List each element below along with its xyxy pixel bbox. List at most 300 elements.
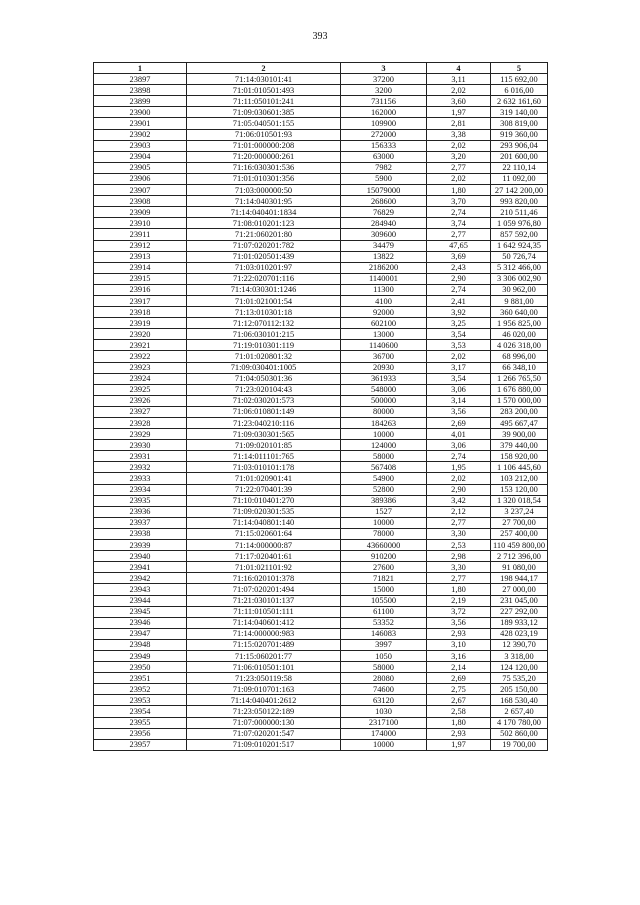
area-cell: 74600 bbox=[341, 684, 427, 695]
value-cell: 319 140,00 bbox=[491, 107, 548, 118]
table-row bbox=[94, 662, 548, 673]
table-row bbox=[94, 273, 548, 284]
cadastral-number-cell: 71:09:030601:385 bbox=[187, 107, 341, 118]
table-row bbox=[94, 196, 548, 207]
area-cell: 92000 bbox=[341, 307, 427, 318]
row-number-cell: 23902 bbox=[94, 129, 187, 140]
rate-cell: 3,06 bbox=[427, 384, 491, 395]
row-number-cell: 23926 bbox=[94, 395, 187, 406]
table-row bbox=[94, 262, 548, 273]
area-cell: 5900 bbox=[341, 173, 427, 184]
column-header-4: 4 bbox=[427, 63, 491, 74]
cadastral-number-cell: 71:12:070112:132 bbox=[187, 318, 341, 329]
rate-cell: 3,16 bbox=[427, 650, 491, 661]
area-cell: 20930 bbox=[341, 362, 427, 373]
rate-cell: 2,75 bbox=[427, 684, 491, 695]
rate-cell: 3,25 bbox=[427, 318, 491, 329]
area-cell: 61100 bbox=[341, 606, 427, 617]
rate-cell: 2,58 bbox=[427, 706, 491, 717]
cadastral-number-cell: 71:16:020101:378 bbox=[187, 573, 341, 584]
cadastral-number-cell: 71:23:020104:43 bbox=[187, 384, 341, 395]
row-number-cell: 23931 bbox=[94, 451, 187, 462]
rate-cell: 3,74 bbox=[427, 218, 491, 229]
rate-cell: 2,67 bbox=[427, 695, 491, 706]
row-number-cell: 23949 bbox=[94, 650, 187, 661]
table-row bbox=[94, 151, 548, 162]
rate-cell: 3,54 bbox=[427, 373, 491, 384]
cadastral-number-cell: 71:09:030401:1005 bbox=[187, 362, 341, 373]
cadastral-number-cell: 71:14:000000:983 bbox=[187, 628, 341, 639]
area-cell: 10000 bbox=[341, 517, 427, 528]
area-cell: 174000 bbox=[341, 728, 427, 739]
area-cell: 361933 bbox=[341, 373, 427, 384]
table-row bbox=[94, 373, 548, 384]
value-cell: 210 511,46 bbox=[491, 207, 548, 218]
value-cell: 205 150,00 bbox=[491, 684, 548, 695]
table-row bbox=[94, 240, 548, 251]
cadastral-number-cell: 71:15:060201:77 bbox=[187, 650, 341, 661]
value-cell: 22 110,14 bbox=[491, 162, 548, 173]
table-row bbox=[94, 295, 548, 306]
area-cell: 54900 bbox=[341, 473, 427, 484]
area-cell: 567408 bbox=[341, 462, 427, 473]
table-row bbox=[94, 362, 548, 373]
value-cell: 27 000,00 bbox=[491, 584, 548, 595]
row-number-cell: 23901 bbox=[94, 118, 187, 129]
cadastral-number-cell: 71:14:040801:140 bbox=[187, 517, 341, 528]
table-row bbox=[94, 406, 548, 417]
area-cell: 2317100 bbox=[341, 717, 427, 728]
value-cell: 9 881,00 bbox=[491, 295, 548, 306]
cadastral-number-cell: 71:14:030101:41 bbox=[187, 74, 341, 85]
cadastral-number-cell: 71:20:000000:261 bbox=[187, 151, 341, 162]
value-cell: 27 142 200,00 bbox=[491, 185, 548, 196]
rate-cell: 1,80 bbox=[427, 185, 491, 196]
area-cell: 27600 bbox=[341, 562, 427, 573]
row-number-cell: 23935 bbox=[94, 495, 187, 506]
value-cell: 379 440,00 bbox=[491, 440, 548, 451]
rate-cell: 2,41 bbox=[427, 295, 491, 306]
table-row bbox=[94, 107, 548, 118]
cadastral-number-cell: 71:01:010301:356 bbox=[187, 173, 341, 184]
cadastral-number-cell: 71:14:040301:95 bbox=[187, 196, 341, 207]
cadastral-number-cell: 71:01:020801:32 bbox=[187, 351, 341, 362]
value-cell: 201 600,00 bbox=[491, 151, 548, 162]
row-number-cell: 23937 bbox=[94, 517, 187, 528]
value-cell: 257 400,00 bbox=[491, 528, 548, 539]
cadastral-number-cell: 71:09:010201:517 bbox=[187, 739, 341, 750]
value-cell: 857 592,00 bbox=[491, 229, 548, 240]
row-number-cell: 23950 bbox=[94, 662, 187, 673]
cadastral-number-cell: 71:06:030101:215 bbox=[187, 329, 341, 340]
row-number-cell: 23938 bbox=[94, 528, 187, 539]
rate-cell: 4,01 bbox=[427, 429, 491, 440]
row-number-cell: 23922 bbox=[94, 351, 187, 362]
table-row bbox=[94, 395, 548, 406]
table-row bbox=[94, 473, 548, 484]
value-cell: 231 045,00 bbox=[491, 595, 548, 606]
column-header-2: 2 bbox=[187, 63, 341, 74]
area-cell: 109900 bbox=[341, 118, 427, 129]
table-row bbox=[94, 673, 548, 684]
row-number-cell: 23903 bbox=[94, 140, 187, 151]
table-row bbox=[94, 606, 548, 617]
area-cell: 15079000 bbox=[341, 185, 427, 196]
area-cell: 34479 bbox=[341, 240, 427, 251]
area-cell: 52800 bbox=[341, 484, 427, 495]
cadastral-number-cell: 71:09:010701:163 bbox=[187, 684, 341, 695]
rate-cell: 2,43 bbox=[427, 262, 491, 273]
table-row bbox=[94, 506, 548, 517]
value-cell: 50 726,74 bbox=[491, 251, 548, 262]
rate-cell: 3,54 bbox=[427, 329, 491, 340]
table-row bbox=[94, 484, 548, 495]
table-row bbox=[94, 162, 548, 173]
row-number-cell: 23948 bbox=[94, 639, 187, 650]
rate-cell: 3,06 bbox=[427, 440, 491, 451]
value-cell: 46 020,00 bbox=[491, 329, 548, 340]
rate-cell: 3,30 bbox=[427, 528, 491, 539]
cadastral-number-cell: 71:19:010301:119 bbox=[187, 340, 341, 351]
area-cell: 910200 bbox=[341, 551, 427, 562]
value-cell: 495 667,47 bbox=[491, 418, 548, 429]
area-cell: 3997 bbox=[341, 639, 427, 650]
rate-cell: 3,38 bbox=[427, 129, 491, 140]
row-number-cell: 23925 bbox=[94, 384, 187, 395]
rate-cell: 1,97 bbox=[427, 107, 491, 118]
cadastral-number-cell: 71:09:030301:565 bbox=[187, 429, 341, 440]
area-cell: 78000 bbox=[341, 528, 427, 539]
table-row bbox=[94, 639, 548, 650]
value-cell: 283 200,00 bbox=[491, 406, 548, 417]
column-header-1: 1 bbox=[94, 63, 187, 74]
row-number-cell: 23927 bbox=[94, 406, 187, 417]
value-cell: 124 120,00 bbox=[491, 662, 548, 673]
table-row bbox=[94, 650, 548, 661]
table-row bbox=[94, 340, 548, 351]
row-number-cell: 23945 bbox=[94, 606, 187, 617]
value-cell: 1 956 825,00 bbox=[491, 318, 548, 329]
value-cell: 4 170 780,00 bbox=[491, 717, 548, 728]
rate-cell: 3,56 bbox=[427, 617, 491, 628]
value-cell: 110 459 800,00 bbox=[491, 540, 548, 551]
table-row bbox=[94, 418, 548, 429]
row-number-cell: 23917 bbox=[94, 295, 187, 306]
rate-cell: 2,90 bbox=[427, 484, 491, 495]
area-cell: 58000 bbox=[341, 451, 427, 462]
rate-cell: 3,72 bbox=[427, 606, 491, 617]
rate-cell: 2,69 bbox=[427, 673, 491, 684]
table-row bbox=[94, 429, 548, 440]
area-cell: 105500 bbox=[341, 595, 427, 606]
row-number-cell: 23934 bbox=[94, 484, 187, 495]
area-cell: 1527 bbox=[341, 506, 427, 517]
row-number-cell: 23940 bbox=[94, 551, 187, 562]
area-cell: 43660000 bbox=[341, 540, 427, 551]
value-cell: 919 360,00 bbox=[491, 129, 548, 140]
row-number-cell: 23957 bbox=[94, 739, 187, 750]
value-cell: 1 642 924,35 bbox=[491, 240, 548, 251]
row-number-cell: 23912 bbox=[94, 240, 187, 251]
column-header-5: 5 bbox=[491, 63, 548, 74]
row-number-cell: 23954 bbox=[94, 706, 187, 717]
row-number-cell: 23943 bbox=[94, 584, 187, 595]
cadastral-number-cell: 71:07:020201:782 bbox=[187, 240, 341, 251]
table-row bbox=[94, 207, 548, 218]
value-cell: 30 962,00 bbox=[491, 284, 548, 295]
table-row bbox=[94, 173, 548, 184]
table-row bbox=[94, 495, 548, 506]
cadastral-number-cell: 71:22:070401:39 bbox=[187, 484, 341, 495]
value-cell: 5 312 466,00 bbox=[491, 262, 548, 273]
table-row bbox=[94, 229, 548, 240]
table-row bbox=[94, 451, 548, 462]
table-row bbox=[94, 251, 548, 262]
row-number-cell: 23923 bbox=[94, 362, 187, 373]
row-number-cell: 23914 bbox=[94, 262, 187, 273]
table-row bbox=[94, 307, 548, 318]
row-number-cell: 23900 bbox=[94, 107, 187, 118]
area-cell: 13822 bbox=[341, 251, 427, 262]
table-row bbox=[94, 118, 548, 129]
rate-cell: 2,19 bbox=[427, 595, 491, 606]
rate-cell: 2,90 bbox=[427, 273, 491, 284]
area-cell: 184263 bbox=[341, 418, 427, 429]
row-number-cell: 23939 bbox=[94, 540, 187, 551]
cadastral-number-cell: 71:03:010101:178 bbox=[187, 462, 341, 473]
table-row bbox=[94, 617, 548, 628]
value-cell: 6 016,00 bbox=[491, 85, 548, 96]
rate-cell: 2,74 bbox=[427, 284, 491, 295]
area-cell: 63120 bbox=[341, 695, 427, 706]
value-cell: 39 900,00 bbox=[491, 429, 548, 440]
table-row bbox=[94, 540, 548, 551]
cadastral-number-cell: 71:21:060201:80 bbox=[187, 229, 341, 240]
row-number-cell: 23930 bbox=[94, 440, 187, 451]
cadastral-number-cell: 71:06:010501:101 bbox=[187, 662, 341, 673]
row-number-cell: 23910 bbox=[94, 218, 187, 229]
area-cell: 162000 bbox=[341, 107, 427, 118]
row-number-cell: 23951 bbox=[94, 673, 187, 684]
rate-cell: 47,65 bbox=[427, 240, 491, 251]
area-cell: 156333 bbox=[341, 140, 427, 151]
row-number-cell: 23905 bbox=[94, 162, 187, 173]
rate-cell: 2,12 bbox=[427, 506, 491, 517]
table-row bbox=[94, 684, 548, 695]
row-number-cell: 23919 bbox=[94, 318, 187, 329]
cadastral-number-cell: 71:07:020201:547 bbox=[187, 728, 341, 739]
rate-cell: 3,53 bbox=[427, 340, 491, 351]
table-row bbox=[94, 517, 548, 528]
row-number-cell: 23944 bbox=[94, 595, 187, 606]
area-cell: 731156 bbox=[341, 96, 427, 107]
cadastral-number-cell: 71:02:030201:573 bbox=[187, 395, 341, 406]
row-number-cell: 23946 bbox=[94, 617, 187, 628]
rate-cell: 3,20 bbox=[427, 151, 491, 162]
rate-cell: 2,02 bbox=[427, 173, 491, 184]
row-number-cell: 23956 bbox=[94, 728, 187, 739]
table-row bbox=[94, 628, 548, 639]
cadastral-number-cell: 71:15:020701:489 bbox=[187, 639, 341, 650]
cadastral-number-cell: 71:01:020501:439 bbox=[187, 251, 341, 262]
value-cell: 3 306 002,90 bbox=[491, 273, 548, 284]
area-cell: 58000 bbox=[341, 662, 427, 673]
area-cell: 146083 bbox=[341, 628, 427, 639]
cadastral-number-cell: 71:16:030301:536 bbox=[187, 162, 341, 173]
area-cell: 4100 bbox=[341, 295, 427, 306]
area-cell: 2186200 bbox=[341, 262, 427, 273]
rate-cell: 3,14 bbox=[427, 395, 491, 406]
rate-cell: 2,02 bbox=[427, 473, 491, 484]
row-number-cell: 23907 bbox=[94, 185, 187, 196]
table-body bbox=[94, 74, 548, 751]
table-header-row bbox=[94, 63, 548, 74]
row-number-cell: 23898 bbox=[94, 85, 187, 96]
table-row bbox=[94, 551, 548, 562]
cadastral-number-cell: 71:08:010201:123 bbox=[187, 218, 341, 229]
table-row bbox=[94, 462, 548, 473]
cadastral-number-cell: 71:14:011101:765 bbox=[187, 451, 341, 462]
area-cell: 80000 bbox=[341, 406, 427, 417]
row-number-cell: 23915 bbox=[94, 273, 187, 284]
value-cell: 68 996,00 bbox=[491, 351, 548, 362]
value-cell: 1 059 976,80 bbox=[491, 218, 548, 229]
area-cell: 389386 bbox=[341, 495, 427, 506]
value-cell: 360 640,00 bbox=[491, 307, 548, 318]
cadastral-number-cell: 71:14:040601:412 bbox=[187, 617, 341, 628]
value-cell: 11 092,00 bbox=[491, 173, 548, 184]
value-cell: 2 712 396,00 bbox=[491, 551, 548, 562]
area-cell: 53352 bbox=[341, 617, 427, 628]
table-row bbox=[94, 739, 548, 750]
row-number-cell: 23904 bbox=[94, 151, 187, 162]
cadastral-number-cell: 71:14:040401:1834 bbox=[187, 207, 341, 218]
table-row bbox=[94, 706, 548, 717]
area-cell: 63000 bbox=[341, 151, 427, 162]
cadastral-number-cell: 71:22:020701:116 bbox=[187, 273, 341, 284]
row-number-cell: 23936 bbox=[94, 506, 187, 517]
cadastral-number-cell: 71:14:040401:2612 bbox=[187, 695, 341, 706]
rate-cell: 2,77 bbox=[427, 573, 491, 584]
row-number-cell: 23911 bbox=[94, 229, 187, 240]
table-row bbox=[94, 140, 548, 151]
value-cell: 1 676 880,00 bbox=[491, 384, 548, 395]
value-cell: 3 318,00 bbox=[491, 650, 548, 661]
value-cell: 1 570 000,00 bbox=[491, 395, 548, 406]
table-row bbox=[94, 85, 548, 96]
row-number-cell: 23906 bbox=[94, 173, 187, 184]
value-cell: 198 944,17 bbox=[491, 573, 548, 584]
cadastral-number-cell: 71:07:020201:494 bbox=[187, 584, 341, 595]
area-cell: 1140001 bbox=[341, 273, 427, 284]
area-cell: 11300 bbox=[341, 284, 427, 295]
table-row bbox=[94, 284, 548, 295]
rate-cell: 2,69 bbox=[427, 418, 491, 429]
value-cell: 153 120,00 bbox=[491, 484, 548, 495]
row-number-cell: 23933 bbox=[94, 473, 187, 484]
table-row bbox=[94, 129, 548, 140]
area-cell: 7982 bbox=[341, 162, 427, 173]
rate-cell: 2,02 bbox=[427, 351, 491, 362]
value-cell: 227 292,00 bbox=[491, 606, 548, 617]
table-row bbox=[94, 351, 548, 362]
row-number-cell: 23899 bbox=[94, 96, 187, 107]
rate-cell: 3,42 bbox=[427, 495, 491, 506]
cadastral-number-cell: 71:13:010301:18 bbox=[187, 307, 341, 318]
rate-cell: 3,17 bbox=[427, 362, 491, 373]
row-number-cell: 23897 bbox=[94, 74, 187, 85]
row-number-cell: 23924 bbox=[94, 373, 187, 384]
table-row bbox=[94, 74, 548, 85]
rate-cell: 3,60 bbox=[427, 96, 491, 107]
area-cell: 37200 bbox=[341, 74, 427, 85]
table-row bbox=[94, 96, 548, 107]
row-number-cell: 23909 bbox=[94, 207, 187, 218]
value-cell: 293 906,04 bbox=[491, 140, 548, 151]
value-cell: 2 657,40 bbox=[491, 706, 548, 717]
cadastral-number-cell: 71:23:050122:189 bbox=[187, 706, 341, 717]
row-number-cell: 23955 bbox=[94, 717, 187, 728]
cadastral-number-cell: 71:06:010501:93 bbox=[187, 129, 341, 140]
area-cell: 76829 bbox=[341, 207, 427, 218]
row-number-cell: 23941 bbox=[94, 562, 187, 573]
cadastral-number-cell: 71:23:050119:58 bbox=[187, 673, 341, 684]
value-cell: 1 266 765,50 bbox=[491, 373, 548, 384]
cadastral-number-cell: 71:21:030101:137 bbox=[187, 595, 341, 606]
cadastral-number-cell: 71:01:021001:54 bbox=[187, 295, 341, 306]
value-cell: 12 390,70 bbox=[491, 639, 548, 650]
rate-cell: 2,81 bbox=[427, 118, 491, 129]
value-cell: 91 080,00 bbox=[491, 562, 548, 573]
area-cell: 124000 bbox=[341, 440, 427, 451]
rate-cell: 2,93 bbox=[427, 728, 491, 739]
rate-cell: 2,74 bbox=[427, 451, 491, 462]
value-cell: 502 860,00 bbox=[491, 728, 548, 739]
rate-cell: 1,95 bbox=[427, 462, 491, 473]
rate-cell: 3,92 bbox=[427, 307, 491, 318]
rate-cell: 1,80 bbox=[427, 717, 491, 728]
table-row bbox=[94, 728, 548, 739]
data-table bbox=[93, 62, 548, 751]
area-cell: 602100 bbox=[341, 318, 427, 329]
table-row bbox=[94, 717, 548, 728]
cadastral-number-cell: 71:01:000000:208 bbox=[187, 140, 341, 151]
row-number-cell: 23913 bbox=[94, 251, 187, 262]
rate-cell: 1,97 bbox=[427, 739, 491, 750]
table-row bbox=[94, 562, 548, 573]
value-cell: 4 026 318,00 bbox=[491, 340, 548, 351]
value-cell: 993 820,00 bbox=[491, 196, 548, 207]
column-header-3: 3 bbox=[341, 63, 427, 74]
rate-cell: 2,02 bbox=[427, 140, 491, 151]
rate-cell: 2,53 bbox=[427, 540, 491, 551]
value-cell: 308 819,00 bbox=[491, 118, 548, 129]
area-cell: 1050 bbox=[341, 650, 427, 661]
page-number: 393 bbox=[312, 31, 328, 42]
area-cell: 15000 bbox=[341, 584, 427, 595]
rate-cell: 2,02 bbox=[427, 85, 491, 96]
area-cell: 1030 bbox=[341, 706, 427, 717]
value-cell: 158 920,00 bbox=[491, 451, 548, 462]
rate-cell: 2,77 bbox=[427, 162, 491, 173]
cadastral-number-cell: 71:04:050301:36 bbox=[187, 373, 341, 384]
rate-cell: 3,11 bbox=[427, 74, 491, 85]
table-row bbox=[94, 584, 548, 595]
area-cell: 13000 bbox=[341, 329, 427, 340]
row-number-cell: 23952 bbox=[94, 684, 187, 695]
value-cell: 2 632 161,60 bbox=[491, 96, 548, 107]
cadastral-number-cell: 71:03:000000:50 bbox=[187, 185, 341, 196]
